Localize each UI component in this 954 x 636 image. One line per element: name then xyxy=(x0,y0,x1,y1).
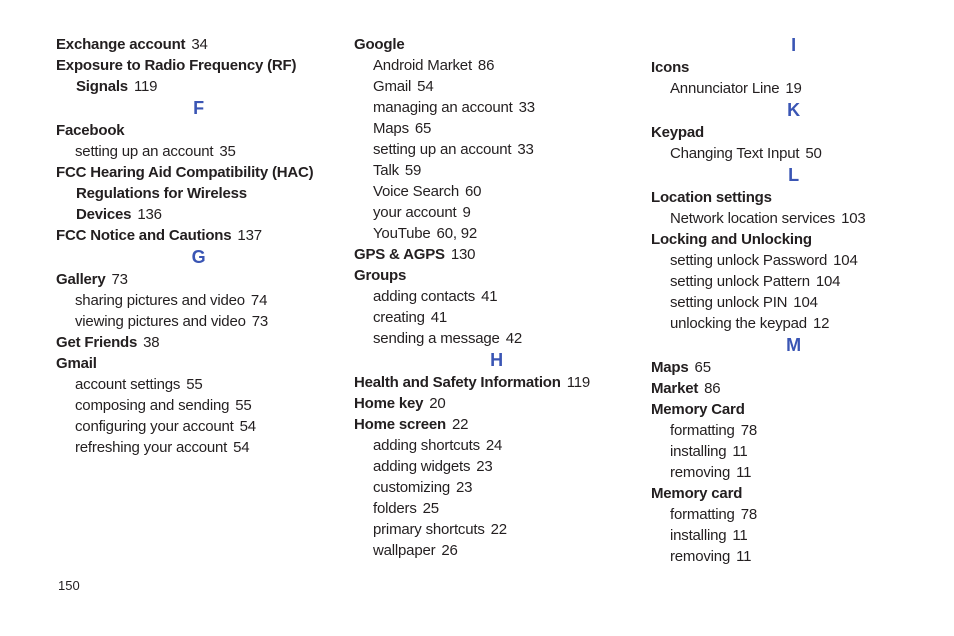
entry-term: your account xyxy=(373,204,457,221)
entry-page-ref: 33 xyxy=(518,99,535,116)
index-entry xyxy=(354,265,639,286)
entry-page-ref: 41 xyxy=(481,288,498,305)
index-entry xyxy=(354,244,639,265)
entry-page-ref: 11 xyxy=(736,548,752,565)
index-subentry xyxy=(56,416,341,437)
index-entry xyxy=(354,414,639,435)
index-subentry xyxy=(651,313,936,334)
entry-page-ref: 119 xyxy=(566,374,591,391)
index-entry-continued xyxy=(56,183,341,204)
index-entry xyxy=(651,187,936,208)
entry-page-ref: 59 xyxy=(404,162,422,179)
entry-term: YouTube xyxy=(373,225,431,242)
index-subentry xyxy=(354,519,639,540)
entry-page-ref: 22 xyxy=(490,521,507,538)
entry-page-ref: 73 xyxy=(251,313,269,330)
entry-page-ref: 119 xyxy=(133,78,158,95)
index-entry xyxy=(651,229,936,250)
index-entry xyxy=(354,393,639,414)
section-letter: M xyxy=(786,335,801,355)
index-subentry xyxy=(651,292,936,313)
entry-page-ref: 20 xyxy=(429,395,446,412)
entry-term: primary shortcuts xyxy=(373,521,485,538)
index-subentry xyxy=(56,374,341,395)
entry-page-ref: 78 xyxy=(740,506,757,523)
entry-page-ref: 12 xyxy=(812,315,830,332)
entry-page-ref: 78 xyxy=(740,422,757,439)
entry-term: customizing xyxy=(373,479,450,496)
index-entry xyxy=(56,55,341,76)
entry-term: Signals xyxy=(76,78,128,95)
entry-term: formatting xyxy=(670,422,735,439)
index-subentry xyxy=(651,271,936,292)
entry-term: formatting xyxy=(670,506,735,523)
entry-term: Facebook xyxy=(56,122,125,139)
section-letter: F xyxy=(193,98,204,118)
entry-term: adding shortcuts xyxy=(373,437,480,454)
entry-term: Groups xyxy=(354,267,407,284)
entry-term: setting unlock PIN xyxy=(670,294,788,311)
entry-page-ref: 60 xyxy=(465,183,482,200)
section-letter: L xyxy=(788,165,799,185)
entry-term: installing xyxy=(670,443,727,460)
entry-term: viewing pictures and video xyxy=(75,313,246,330)
page-number: 150 xyxy=(58,578,80,593)
entry-term: sending a message xyxy=(373,330,500,347)
entry-term: Maps xyxy=(373,120,409,137)
entry-term: setting unlock Password xyxy=(670,252,828,269)
entry-term: Android Market xyxy=(373,57,472,74)
entry-term: Devices xyxy=(76,206,132,223)
index-subentry xyxy=(354,328,639,349)
index-subentry xyxy=(56,290,341,311)
entry-term: Annunciator Line xyxy=(670,80,780,97)
entry-term: Memory card xyxy=(651,485,743,502)
index-subentry xyxy=(354,160,639,181)
entry-term: Icons xyxy=(651,59,690,76)
entry-page-ref: 23 xyxy=(456,479,473,496)
index-subentry xyxy=(354,286,639,307)
entry-page-ref: 54 xyxy=(417,78,434,95)
entry-page-ref: 24 xyxy=(485,437,503,454)
index-entry xyxy=(56,332,341,353)
index-entry-continued xyxy=(56,76,341,97)
entry-term: Memory Card xyxy=(651,401,745,418)
entry-term: Google xyxy=(354,36,405,53)
entry-page-ref: 104 xyxy=(793,294,818,311)
entry-page-ref: 25 xyxy=(422,500,439,517)
entry-page-ref: 136 xyxy=(137,206,162,223)
index-subentry xyxy=(354,435,639,456)
entry-term: sharing pictures and video xyxy=(75,292,245,309)
entry-term: setting unlock Pattern xyxy=(670,273,810,290)
section-letter: G xyxy=(191,247,206,267)
entry-term: folders xyxy=(373,500,417,517)
index-entry xyxy=(651,399,936,420)
index-entry xyxy=(651,122,936,143)
index-entry xyxy=(651,483,936,504)
index-subentry xyxy=(354,307,639,328)
index-entry xyxy=(56,34,341,55)
entry-page-ref: 130 xyxy=(450,246,476,263)
entry-page-ref: 74 xyxy=(250,292,268,309)
index-subentry xyxy=(354,181,639,202)
entry-term: Changing Text Input xyxy=(670,145,800,162)
index-column-2 xyxy=(354,34,639,561)
index-subentry xyxy=(354,540,639,561)
entry-term: setting up an account xyxy=(373,141,512,158)
index-entry xyxy=(56,225,341,246)
index-subentry xyxy=(56,141,341,162)
entry-page-ref: 50 xyxy=(805,145,822,162)
entry-term: configuring your account xyxy=(75,418,234,435)
index-subentry xyxy=(56,395,341,416)
entry-page-ref: 104 xyxy=(815,273,841,290)
entry-term: account settings xyxy=(75,376,181,393)
entry-page-ref: 34 xyxy=(191,36,208,53)
index-subentry xyxy=(651,441,936,462)
entry-page-ref: 60, 92 xyxy=(436,225,478,242)
entry-term: Maps xyxy=(651,359,689,376)
entry-term: Exposure to Radio Frequency (RF) xyxy=(56,57,297,74)
entry-page-ref: 54 xyxy=(233,439,250,456)
entry-page-ref: 35 xyxy=(219,143,236,160)
index-subentry xyxy=(354,76,639,97)
entry-term: GPS & AGPS xyxy=(354,246,445,263)
index-subentry xyxy=(354,477,639,498)
entry-page-ref: 23 xyxy=(476,458,493,475)
entry-term: Talk xyxy=(373,162,399,179)
index-subentry xyxy=(651,143,936,164)
entry-term: Regulations for Wireless xyxy=(76,185,247,202)
index-entry xyxy=(651,357,936,378)
entry-page-ref: 38 xyxy=(143,334,160,351)
entry-term: adding contacts xyxy=(373,288,476,305)
entry-term: wallpaper xyxy=(373,542,436,559)
entry-term: Health and Safety Information xyxy=(354,374,561,391)
entry-page-ref: 65 xyxy=(694,359,711,376)
entry-term: Gallery xyxy=(56,271,106,288)
entry-page-ref: 73 xyxy=(111,271,128,288)
index-subentry xyxy=(354,55,639,76)
index-subentry xyxy=(651,525,936,546)
index-entry-continued xyxy=(56,204,341,225)
entry-page-ref: 104 xyxy=(833,252,858,269)
entry-term: Gmail xyxy=(56,355,97,372)
index-subentry xyxy=(651,420,936,441)
entry-term: managing an account xyxy=(373,99,513,116)
entry-term: Exchange account xyxy=(56,36,186,53)
index-entry xyxy=(56,120,341,141)
index-subentry xyxy=(354,456,639,477)
entry-page-ref: 103 xyxy=(841,210,866,227)
index-entry xyxy=(651,378,936,399)
entry-term: Home key xyxy=(354,395,424,412)
entry-term: Gmail xyxy=(373,78,412,95)
entry-term: Market xyxy=(651,380,699,397)
entry-page-ref: 11 xyxy=(736,464,752,481)
section-letter: H xyxy=(490,350,503,370)
entry-term: adding widgets xyxy=(373,458,471,475)
entry-page-ref: 19 xyxy=(785,80,802,97)
entry-page-ref: 55 xyxy=(186,376,203,393)
entry-term: installing xyxy=(670,527,727,544)
entry-term: Get Friends xyxy=(56,334,138,351)
entry-page-ref: 54 xyxy=(239,418,256,435)
index-subentry xyxy=(354,97,639,118)
entry-page-ref: 42 xyxy=(505,330,522,347)
entry-term: composing and sending xyxy=(75,397,230,414)
index-entry xyxy=(56,353,341,374)
entry-page-ref: 33 xyxy=(517,141,534,158)
entry-term: Keypad xyxy=(651,124,704,141)
index-subentry xyxy=(354,223,639,244)
index-subentry xyxy=(354,498,639,519)
index-subentry xyxy=(56,311,341,332)
index-subentry xyxy=(651,250,936,271)
entry-term: unlocking the keypad xyxy=(670,315,807,332)
index-entry xyxy=(56,162,341,183)
index-subentry xyxy=(651,504,936,525)
entry-page-ref: 65 xyxy=(414,120,432,137)
entry-term: removing xyxy=(670,548,731,565)
entry-page-ref: 9 xyxy=(462,204,471,221)
entry-term: Home screen xyxy=(354,416,447,433)
index-column-3 xyxy=(651,34,936,567)
entry-page-ref: 11 xyxy=(732,527,748,544)
entry-page-ref: 86 xyxy=(704,380,721,397)
entry-page-ref: 55 xyxy=(235,397,252,414)
entry-page-ref: 22 xyxy=(452,416,469,433)
index-subentry xyxy=(651,462,936,483)
entry-term: creating xyxy=(373,309,425,326)
index-entry xyxy=(354,34,639,55)
entry-term: removing xyxy=(670,464,731,481)
section-letter: K xyxy=(787,100,800,120)
index-subentry xyxy=(651,546,936,567)
entry-page-ref: 26 xyxy=(441,542,458,559)
index-subentry xyxy=(354,202,639,223)
index-subentry xyxy=(56,437,341,458)
entry-term: Location settings xyxy=(651,189,772,206)
entry-term: setting up an account xyxy=(75,143,214,160)
index-entry xyxy=(354,372,639,393)
index-entry xyxy=(651,57,936,78)
index-subentry xyxy=(651,208,936,229)
entry-term: FCC Hearing Aid Compatibility (HAC) xyxy=(56,164,314,181)
entry-page-ref: 137 xyxy=(237,227,262,244)
index-subentry xyxy=(354,118,639,139)
index-column-1 xyxy=(56,34,341,458)
entry-term: Locking and Unlocking xyxy=(651,231,812,248)
index-entry xyxy=(56,269,341,290)
entry-term: refreshing your account xyxy=(75,439,228,456)
entry-term: FCC Notice and Cautions xyxy=(56,227,232,244)
entry-page-ref: 41 xyxy=(430,309,448,326)
index-subentry xyxy=(651,78,936,99)
section-letter: I xyxy=(791,35,796,55)
entry-page-ref: 11 xyxy=(732,443,748,460)
index-subentry xyxy=(354,139,639,160)
entry-term: Network location services xyxy=(670,210,836,227)
entry-page-ref: 86 xyxy=(477,57,495,74)
entry-term: Voice Search xyxy=(373,183,459,200)
